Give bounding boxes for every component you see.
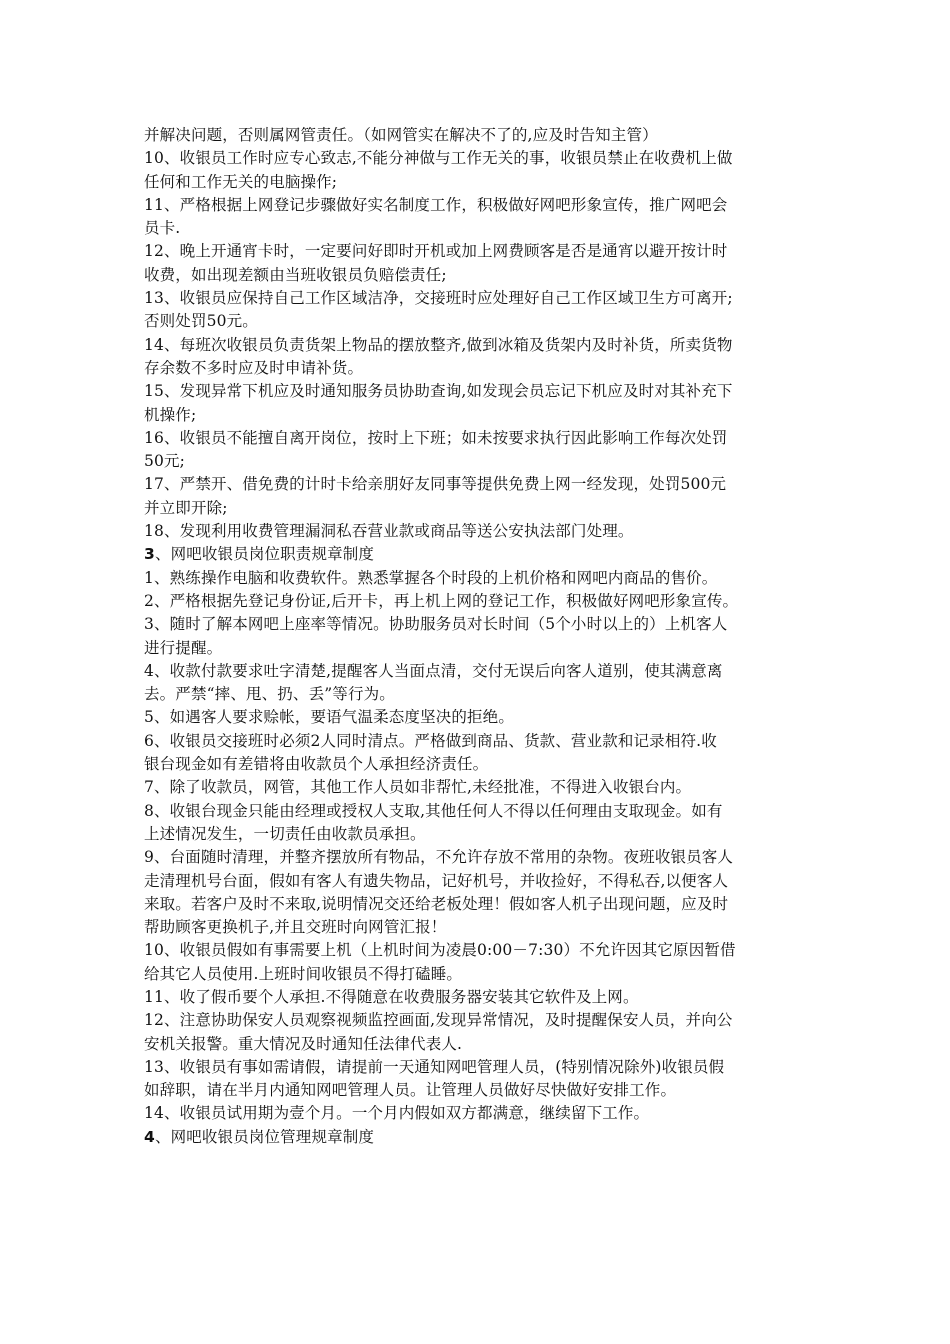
- section-title: 、网吧收银员岗位职责规章制度: [154, 545, 375, 564]
- text-line: 安机关报警。重大情况及时通知任法律代表人.: [144, 1034, 463, 1053]
- text-line: 50元;: [144, 452, 186, 471]
- text-line: 11、收了假币要个人承担.不得随意在收费服务器安装其它软件及上网。: [144, 987, 639, 1006]
- text-line: 员卡.: [144, 219, 181, 238]
- text-line: 14、每班次收银员负责货架上物品的摆放整齐,做到冰箱及货架内及时补货，所卖货物: [144, 335, 733, 354]
- text-line: 去。严禁“摔、甩、扔、丢”等行为。: [144, 685, 395, 704]
- section-heading-4: [144, 1126, 816, 1149]
- text-line: 10、收银员工作时应专心致志,不能分神做与工作无关的事，收银员禁止在收费机上做: [144, 149, 733, 168]
- cashier-duties-list: [144, 567, 816, 1126]
- document-body: [144, 124, 816, 1149]
- text-line: 存余数不多时应及时申请补货。: [144, 358, 364, 377]
- section-number: 3: [144, 545, 155, 564]
- text-line: 并解决问题，否则属网管责任。（如网管实在解决不了的,应及时告知主管）: [144, 126, 658, 144]
- text-line: 机操作;: [144, 405, 197, 424]
- text-line: 上述情况发生，一切责任由收款员承担。: [144, 824, 426, 843]
- text-line: 11、严格根据上网登记步骤做好实名制度工作，积极做好网吧形象宣传，推广网吧会: [144, 195, 728, 214]
- text-line: 9、台面随时清理，并整齐摆放所有物品，不允许存放不常用的杂物。夜班收银员客人: [144, 848, 734, 867]
- text-line: 银台现金如有差错将由收款员个人承担经济责任。: [144, 755, 489, 774]
- text-line: 6、收银员交接班时必须2人同时清点。严格做到商品、货款、营业款和记录相符.收: [144, 731, 717, 750]
- section-number: 4: [144, 1127, 155, 1146]
- text-line: 12、注意协助保安人员观察视频监控画面,发现异常情况，及时提醒保安人员，并向公: [144, 1011, 733, 1030]
- text-line: 收费，如出现差额由当班收银员负赔偿责任;: [144, 265, 447, 284]
- regulations-list-continued: [144, 124, 816, 543]
- text-line: 13、收银员有事如需请假，请提前一天通知网吧管理人员，(特别情况除外)收银员假: [144, 1057, 725, 1076]
- text-line: 进行提醒。: [144, 638, 223, 657]
- text-line: 7、除了收款员，网管，其他工作人员如非帮忙,未经批准，不得进入收银台内。: [144, 778, 692, 797]
- text-line: 16、收银员不能擅自离开岗位，按时上下班；如未按要求执行因此影响工作每次处罚: [144, 428, 728, 447]
- text-line: 3、随时了解本网吧上座率等情况。协助服务员对长时间（5个小时以上的）上机客人: [144, 615, 728, 634]
- text-line: 8、收银台现金只能由经理或授权人支取,其他任何人不得以任何理由支取现金。如有: [144, 801, 723, 820]
- text-line: 来取。若客户及时不来取,说明情况交还给老板处理！假如客人机子出现问题，应及时: [144, 894, 729, 913]
- text-line: 帮助顾客更换机子,并且交班时向网管汇报！: [144, 918, 447, 937]
- text-line: 17、严禁开、借免费的计时卡给亲朋好友同事等提供免费上网一经发现，处罚500元: [144, 475, 727, 494]
- text-line: 5、如遇客人要求赊帐，要语气温柔态度坚决的拒绝。: [144, 708, 514, 727]
- text-line: 10、收银员假如有事需要上机（上机时间为凌晨0:00－7:30）不允许因其它原因暂借: [144, 941, 736, 960]
- text-line: 12、晚上开通宵卡时，一定要问好即时开机或加上网费顾客是否是通宵以避开按计时: [144, 242, 728, 261]
- text-line: 18、发现利用收费管理漏洞私吞营业款或商品等送公安执法部门处理。: [144, 522, 634, 541]
- text-line: 给其它人员使用.上班时间收银员不得打磕睡。: [144, 964, 463, 983]
- text-line: 任何和工作无关的电脑操作;: [144, 172, 338, 191]
- text-line: 否则处罚50元。: [144, 312, 258, 331]
- text-line: 15、发现异常下机应及时通知服务员协助查询,如发现会员忘记下机应及时对其补充下: [144, 382, 733, 401]
- section-heading-3: [144, 543, 816, 566]
- text-line: 13、收银员应保持自己工作区域洁净，交接班时应处理好自己工作区域卫生方可离开;: [144, 289, 733, 308]
- text-line: 走清理机号台面，假如有客人有遗失物品，记好机号，并收捡好，不得私吞,以便客人: [144, 871, 729, 890]
- text-line: 如辞职，请在半月内通知网吧管理人员。让管理人员做好尽快做好安排工作。: [144, 1081, 677, 1100]
- section-title: 、网吧收银员岗位管理规章制度: [154, 1127, 375, 1146]
- text-line: 14、收银员试用期为壹个月。一个月内假如双方都满意，继续留下工作。: [144, 1104, 650, 1123]
- text-line: 并立即开除;: [144, 498, 228, 517]
- text-line: 1、熟练操作电脑和收费软件。熟悉掌握各个时段的上机价格和网吧内商品的售价。: [144, 568, 718, 587]
- text-line: 2、严格根据先登记身份证,后开卡，再上机上网的登记工作，积极做好网吧形象宣传。: [144, 591, 739, 610]
- text-line: 4、收款付款要求吐字清楚,提醒客人当面点清，交付无误后向客人道别，使其满意离: [144, 661, 723, 680]
